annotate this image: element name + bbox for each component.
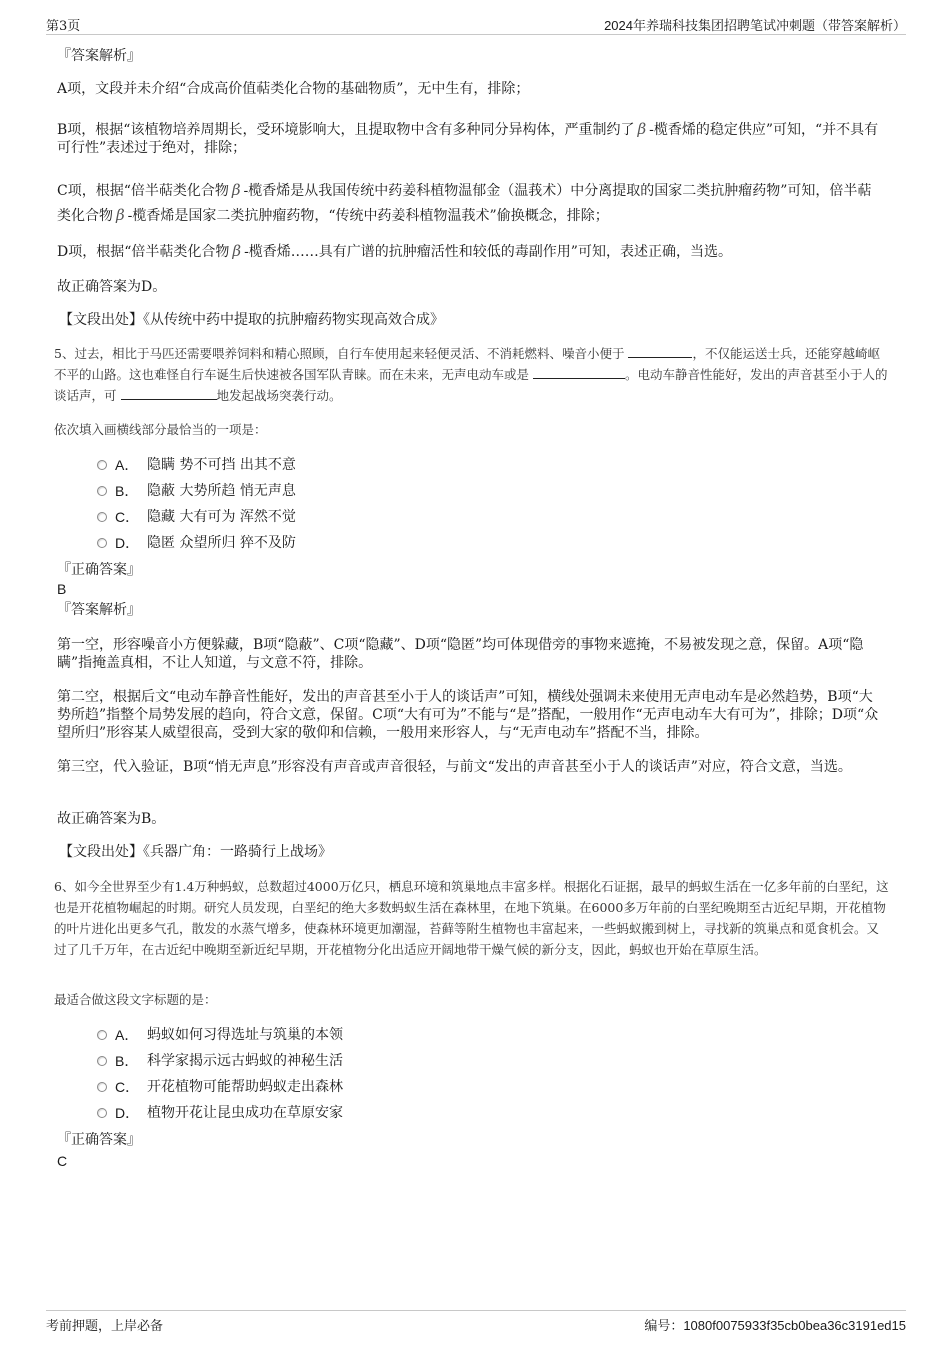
beta-symbol: β bbox=[232, 242, 242, 260]
radio-icon[interactable] bbox=[97, 460, 107, 470]
radio-icon[interactable] bbox=[97, 1056, 107, 1066]
document-id: 编号：1080f0075933f35cb0bea36c3191ed15 bbox=[644, 1318, 906, 1334]
passage-source: 【文段出处】《兵器广角：一路骑行上战场》 bbox=[59, 844, 332, 860]
analysis-label: 『答案解析』 bbox=[57, 602, 141, 618]
analysis-blank-1: 第一空，形容噪音小方便躲藏，B项“隐蔽”、C项“隐藏”、D项“隐匿”均可体现借旁的事物来遮掩，不易被发现之意，保留。A项“隐瞒”指掩盖真相，不让人知道，与文意不符，排除。 bbox=[57, 637, 864, 671]
correct-answer: B bbox=[57, 581, 67, 597]
question-5-prompt: 依次填入画横线部分最恰当的一项是： bbox=[54, 422, 267, 437]
page-footer bbox=[46, 1310, 906, 1334]
question-5-stem: 5、过去，相比于马匹还需要喂养饲料和精心照顾，自行车使用起来轻便灵活、不消耗燃料、噪音小便于 ，不仅能运送士兵，还能穿越崎岖不平的山路。这也难怪自行车诞生后快速被各国军队青睐。而在未来，无声电动车或是 。电动车静音性能好，发出的声音甚至小于人的谈话声，可 地发起战场突袭行动。 bbox=[54, 346, 888, 403]
radio-icon[interactable] bbox=[97, 512, 107, 522]
radio-icon[interactable] bbox=[97, 1108, 107, 1118]
correct-answer-label: 『正确答案』 bbox=[57, 1132, 141, 1148]
fill-blank-3 bbox=[121, 386, 217, 400]
footer-slogan: 考前押题，上岸必备 bbox=[46, 1319, 164, 1334]
analysis-blank-3: 第三空，代入验证，B项“悄无声息”形容没有声音或声音很轻，与前文“发出的声音甚至小于人的谈话声”对应，符合文意，当选。 bbox=[57, 759, 852, 775]
question-6-prompt: 最适合做这段文字标题的是： bbox=[54, 992, 217, 1007]
fill-blank-2 bbox=[533, 365, 625, 379]
beta-symbol: β bbox=[116, 206, 125, 224]
analysis-option-d: D项，根据“倍半萜类化合物 β -榄香烯……具有广谱的抗肿瘤活性和较低的毒副作用”可知，表述正确，当选。 bbox=[57, 242, 732, 260]
analysis-conclusion: 故正确答案为D。 bbox=[57, 279, 167, 295]
analysis-label: 『答案解析』 bbox=[57, 48, 141, 64]
correct-answer-label: 『正确答案』 bbox=[57, 562, 141, 578]
beta-symbol: β bbox=[637, 120, 647, 138]
analysis-conclusion: 故正确答案为B。 bbox=[57, 811, 166, 827]
radio-icon[interactable] bbox=[97, 1082, 107, 1092]
analysis-option-c: C项，根据“倍半萜类化合物 β -榄香烯是从我国传统中药姜科植物温郁金（温莪术）中分离提取的国家二类抗肿瘤药物”可知，倍半萜类化合物 β -榄香烯是国家二类抗肿瘤药物，“传统中药姜科植物温莪术”偷换概念，排除； bbox=[57, 181, 872, 224]
question-6-stem: 6、如今全世界至少有1.4万种蚂蚁，总数超过4000万亿只，栖息环境和筑巢地点丰富多样。根据化石证据，最早的蚂蚁生活在一亿多年前的白垩纪，这也是开花植物崛起的时期。研究人员发现，白垩纪的绝大多数蚂蚁生活在森林里，在地下筑巢。在6000多万年前的白垩纪晚期至古近纪早期，开花植物的叶片进化出更多气孔，散发的水蒸气增多，使森林环境更加潮湿，苔藓等附生植物也丰富起来，一些蚂蚁搬到树上，寻找新的筑巢点和觅食机会。又过了几千万年，在古近纪中晚期至新近纪早期，开花植物分化出适应开阔地带干燥气候的新分支，因此，蚂蚁也开始在草原生活。 bbox=[54, 879, 889, 957]
passage-source: 【文段出处】《从传统中药中提取的抗肿瘤药物实现高效合成》 bbox=[59, 312, 444, 328]
page-header bbox=[46, 14, 906, 35]
analysis-option-a: A项，文段并未介绍“合成高价值萜类化合物的基础物质”，无中生有，排除； bbox=[57, 81, 530, 97]
fill-blank-1 bbox=[628, 344, 692, 358]
radio-icon[interactable] bbox=[97, 538, 107, 548]
beta-symbol: β bbox=[231, 181, 241, 199]
document-title: 2024年养瑞科技集团招聘笔试冲刺题（带答案解析） bbox=[604, 18, 906, 33]
analysis-option-b: B项，根据“该植物培养周期长，受环境影响大，且提取物中含有多种同分异构体，严重制约了 β -榄香烯的稳定供应”可知，“并不具有可行性”表述过于绝对，排除； bbox=[57, 120, 879, 156]
analysis-blank-2: 第二空，根据后文“电动车静音性能好，发出的声音甚至小于人的谈话声”可知，横线处强调未来使用无声电动车是必然趋势，B项“大势所趋”指整个局势发展的趋向，符合文意，保留。C项“大有可为”不能与“是”搭配，一般用作“无声电动车大有可为”，排除；D项“众望所归”形容某人威望很高，受到大家的敬仰和信赖，一般用来形容人，与“无声电动车”搭配不当，排除。 bbox=[57, 689, 879, 741]
radio-icon[interactable] bbox=[97, 486, 107, 496]
radio-icon[interactable] bbox=[97, 1030, 107, 1040]
correct-answer: C bbox=[57, 1153, 68, 1169]
page-number: 第3页 bbox=[46, 19, 81, 34]
